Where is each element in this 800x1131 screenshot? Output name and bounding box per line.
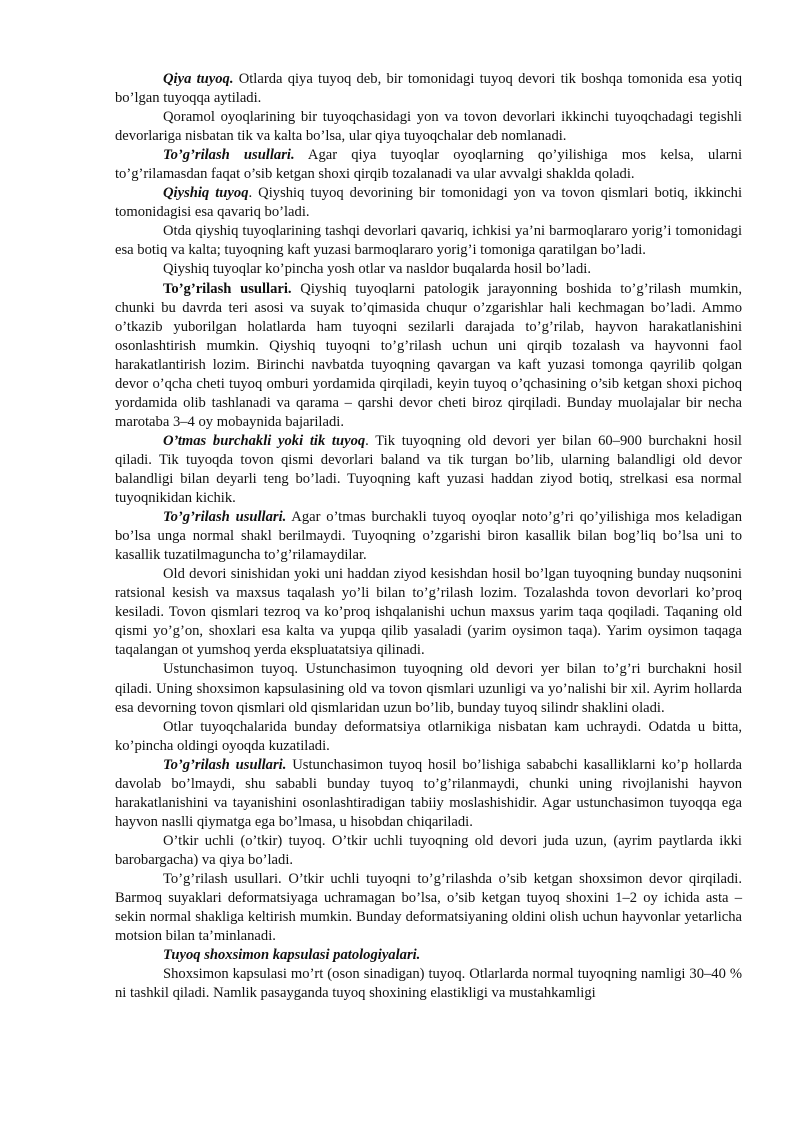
paragraph-text: Qiyshiq tuyoqlarni patologik jarayonning boshida to’g’rilash mumkin, chunki bu davrda teri asosi va suyak to’qimasida chuqur o’zgarishlar hali kechmagan bo’ladi. Ammo o’tkazib yuborilgan holatlarda ham tuyoqni sezilarli darajada to’g’rilab, hayvon harakatlanishini osonlashtirish mumkin. Qiyshiq tuyoqni to’g’rilash uchun uni qirqib tozalash va hayvonni faol harakatlantirish lozim. Birinchi navbatda tuyoqning qavargan va kaft yuzasi tomonga qayrilib qolgan devor o’qcha cheti tuyoq omburi yordamida qirqiladi, keyin tuyoq o’qchasining o’sib ketgan shoxi pichoq yordamida olib tashlanadi va qarama – qarshi devor cheti biroz qirqiladi. Bunday muolajalar bir necha marotaba 3–4 oy mobaynida bajariladi. [115,280,742,430]
paragraph-lead: O’tmas burchakli yoki tik tuyoq [163,432,366,449]
paragraph-togrilash-5 [115,870,742,946]
paragraph-otda-qiyshiq [115,222,742,260]
paragraph-togrilash-4 [115,756,742,832]
paragraph-lead: To’g’rilash usullari. [163,280,292,297]
paragraph-lead: To’g’rilash usullari. [163,147,295,164]
paragraph-mort-tuyoq [115,965,742,1003]
paragraph-text: Qoramol oyoqlarining bir tuyoqchasidagi yon va tovon devorlari ikkinchi tuyoqchadagi tegishli devorlariga nisbatan tik va kalta bo’lsa, ular qiya tuyoqchalar deb nomlanadi. [115,109,742,145]
paragraph-lead: Qiya tuyoq. [163,71,234,87]
paragraph-text: Ustunchasimon tuyoq hosil bo’lishiga sababchi kasalliklarni ko’p hollarda davolab bo’lmaydi, shu sababli bunday tuyoq to’g’rilanmaydi, chunki uning rivojlanishi hayvon harakatlanishini va tayanishini osonlashtiradigan tabiiy moslashishidir. Agar ustunchasimon tuyoqqa ega hayvon naslli qiymatga ega bo’lmasa, u hisobdan chiqariladi. [115,756,742,830]
paragraph-ustunchasimon [115,660,742,717]
section-heading: Tuyoq shoxsimon kapsulasi patologiyalari. [163,947,421,964]
paragraph-lead: Qiyshiq tuyoq [163,185,249,202]
paragraph-text: Qiyshiq tuyoqlar ko’pincha yosh otlar va nasldor buqalarda hosil bo’ladi. [163,261,591,278]
paragraph-qiya-tuyoq [115,70,742,108]
paragraph-text: Agar qiya tuyoqlar oyoqlarning qo’yilishiga mos kelsa, ularni to’g’rilamasdan faqat o’sib ketgan shoxi qirqib tozalanadi va ular avvalgi shaklda qoladi. [115,147,743,183]
paragraph-text: Otlar tuyoqchalarida bunday deformatsiya otlarnikiga nisbatan kam uchraydi. Odatda u bitta, ko’pincha oldingi oyoqda kuzatiladi. [115,718,742,754]
paragraph-otmas-burchakli [115,432,742,508]
paragraph-otkir-uchli [115,832,742,870]
document-page [115,70,742,1003]
paragraph-text: Otlarda qiya tuyoq deb, bir tomonidagi tuyoq devori tik boshqa tomonida esa yotiq bo’lgan tuyoqqa aytiladi. [115,71,742,107]
paragraph-text: Ustunchasimon tuyoq. Ustunchasimon tuyoqning old devori yer bilan to’g’ri burchakni hosil qiladi. Uning shoxsimon kapsulasining old va tovon qismlari uzunligi va yo’nalishi bir xil. Ayrim hollarda esa devorning tovon qismlari old qismlaridan uzun bo’lib, bunday tuyoq silindr shaklini oladi. [115,661,742,716]
section-heading-shoxsimon-kapsula [115,946,742,965]
paragraph-text: To’g’rilash usullari. O’tkir uchli tuyoqni to’g’rilashda o’sib ketgan shoxsimon devor qirqiladi. Barmoq suyaklari deformatsiyaga uchramagan bo’lsa, o’sib ketgan tuyoq shoxini 1–2 oy ichida asta – sekin normal shakliga keltirish mumkin. Bunday deformatsiyaning oldini olish uchun hayvonlar yetarlicha motsion bilan ta’minlanadi. [115,870,742,945]
paragraph-qiyshiq-tuyoq [115,184,742,222]
paragraph-lead: To’g’rilash usullari. [163,756,287,773]
paragraph-text: Shoxsimon kapsulasi mo’rt (oson sinadigan) tuyoq. Otlarlarda normal tuyoqning namligi 30–40 % ni tashkil qiladi. Namlik pasayganda tuyoq shoxining elastikligi va mustahkamligi [115,966,742,1002]
paragraph-text: . Tik tuyoqning old devori yer bilan 60–900 burchakni hosil qiladi. Tik tuyoqda tovon qismi devorlari baland va tik turgan bo’lib, ularning balandligi old devor balandligi bilan deyarli teng bo’ladi. Tuyoqning kaft yuzasi haddan ziyod botiq, strelkasi esa normal tuyoqnikidan kichik. [115,432,742,507]
paragraph-lead: To’g’rilash usullari. [163,509,287,526]
paragraph-togrilash-3 [115,508,742,565]
paragraph-togrilash-1 [115,146,742,184]
paragraph-qiyshiq-yosh [115,260,742,279]
paragraph-text: O’tkir uchli (o’tkir) tuyoq. O’tkir uchli tuyoqning old devori juda uzun, (ayrim paytlarda ikki barobargacha) va qiya bo’ladi. [115,832,742,868]
paragraph-qoramol [115,108,742,146]
paragraph-text: Otda qiyshiq tuyoqlarining tashqi devorlari qavariq, ichkisi ya’ni barmoqlararo yorig’i tomonidagi esa botiq va kalta; tuyoqning kaft yuzasi barmoqlararo yorig’i tomoniga qaratilgan bo’ladi. [115,223,742,259]
paragraph-text: Old devori sinishidan yoki uni haddan ziyod kesishdan hosil bo’lgan tuyoqning bunday nuqsonini ratsional kesish va maxsus taqalash yo’li bilan to’g’rilash lozim. Tozalashda tovon devorlari ko’proq kesiladi. Tovon qismlari tezroq va ko’proq ishqalanishi uchun maxsus yarim taqa qoqiladi. Taqaning old qismi yo’g’on, shoxlari esa kalta va yupqa qilib yasaladi (yarim oysimon taqa). Yarim oysimon taqaga taqalangan ot yumshoq yerda ekspluatatsiya qilinadi. [115,566,742,659]
paragraph-text: Agar o’tmas burchakli tuyoq oyoqlar noto’g’ri qo’yilishiga mos keladigan bo’lsa unga normal shakl berilmaydi. Tuyoqning o’zgarishi biron kasallik bilan bog’liq bo’lsa uni to kasallik tuzatilmaguncha to’g’rilamaydilar. [115,509,742,564]
paragraph-togrilash-2 [115,280,742,432]
paragraph-old-devori [115,565,742,660]
paragraph-otlar-tuyoqchalarida [115,718,742,756]
paragraph-text: . Qiyshiq tuyoq devorining bir tomonidagi yon va tovon qismlari botiq, ikkinchi tomonidagisi esa qavariq bo’ladi. [115,185,743,221]
